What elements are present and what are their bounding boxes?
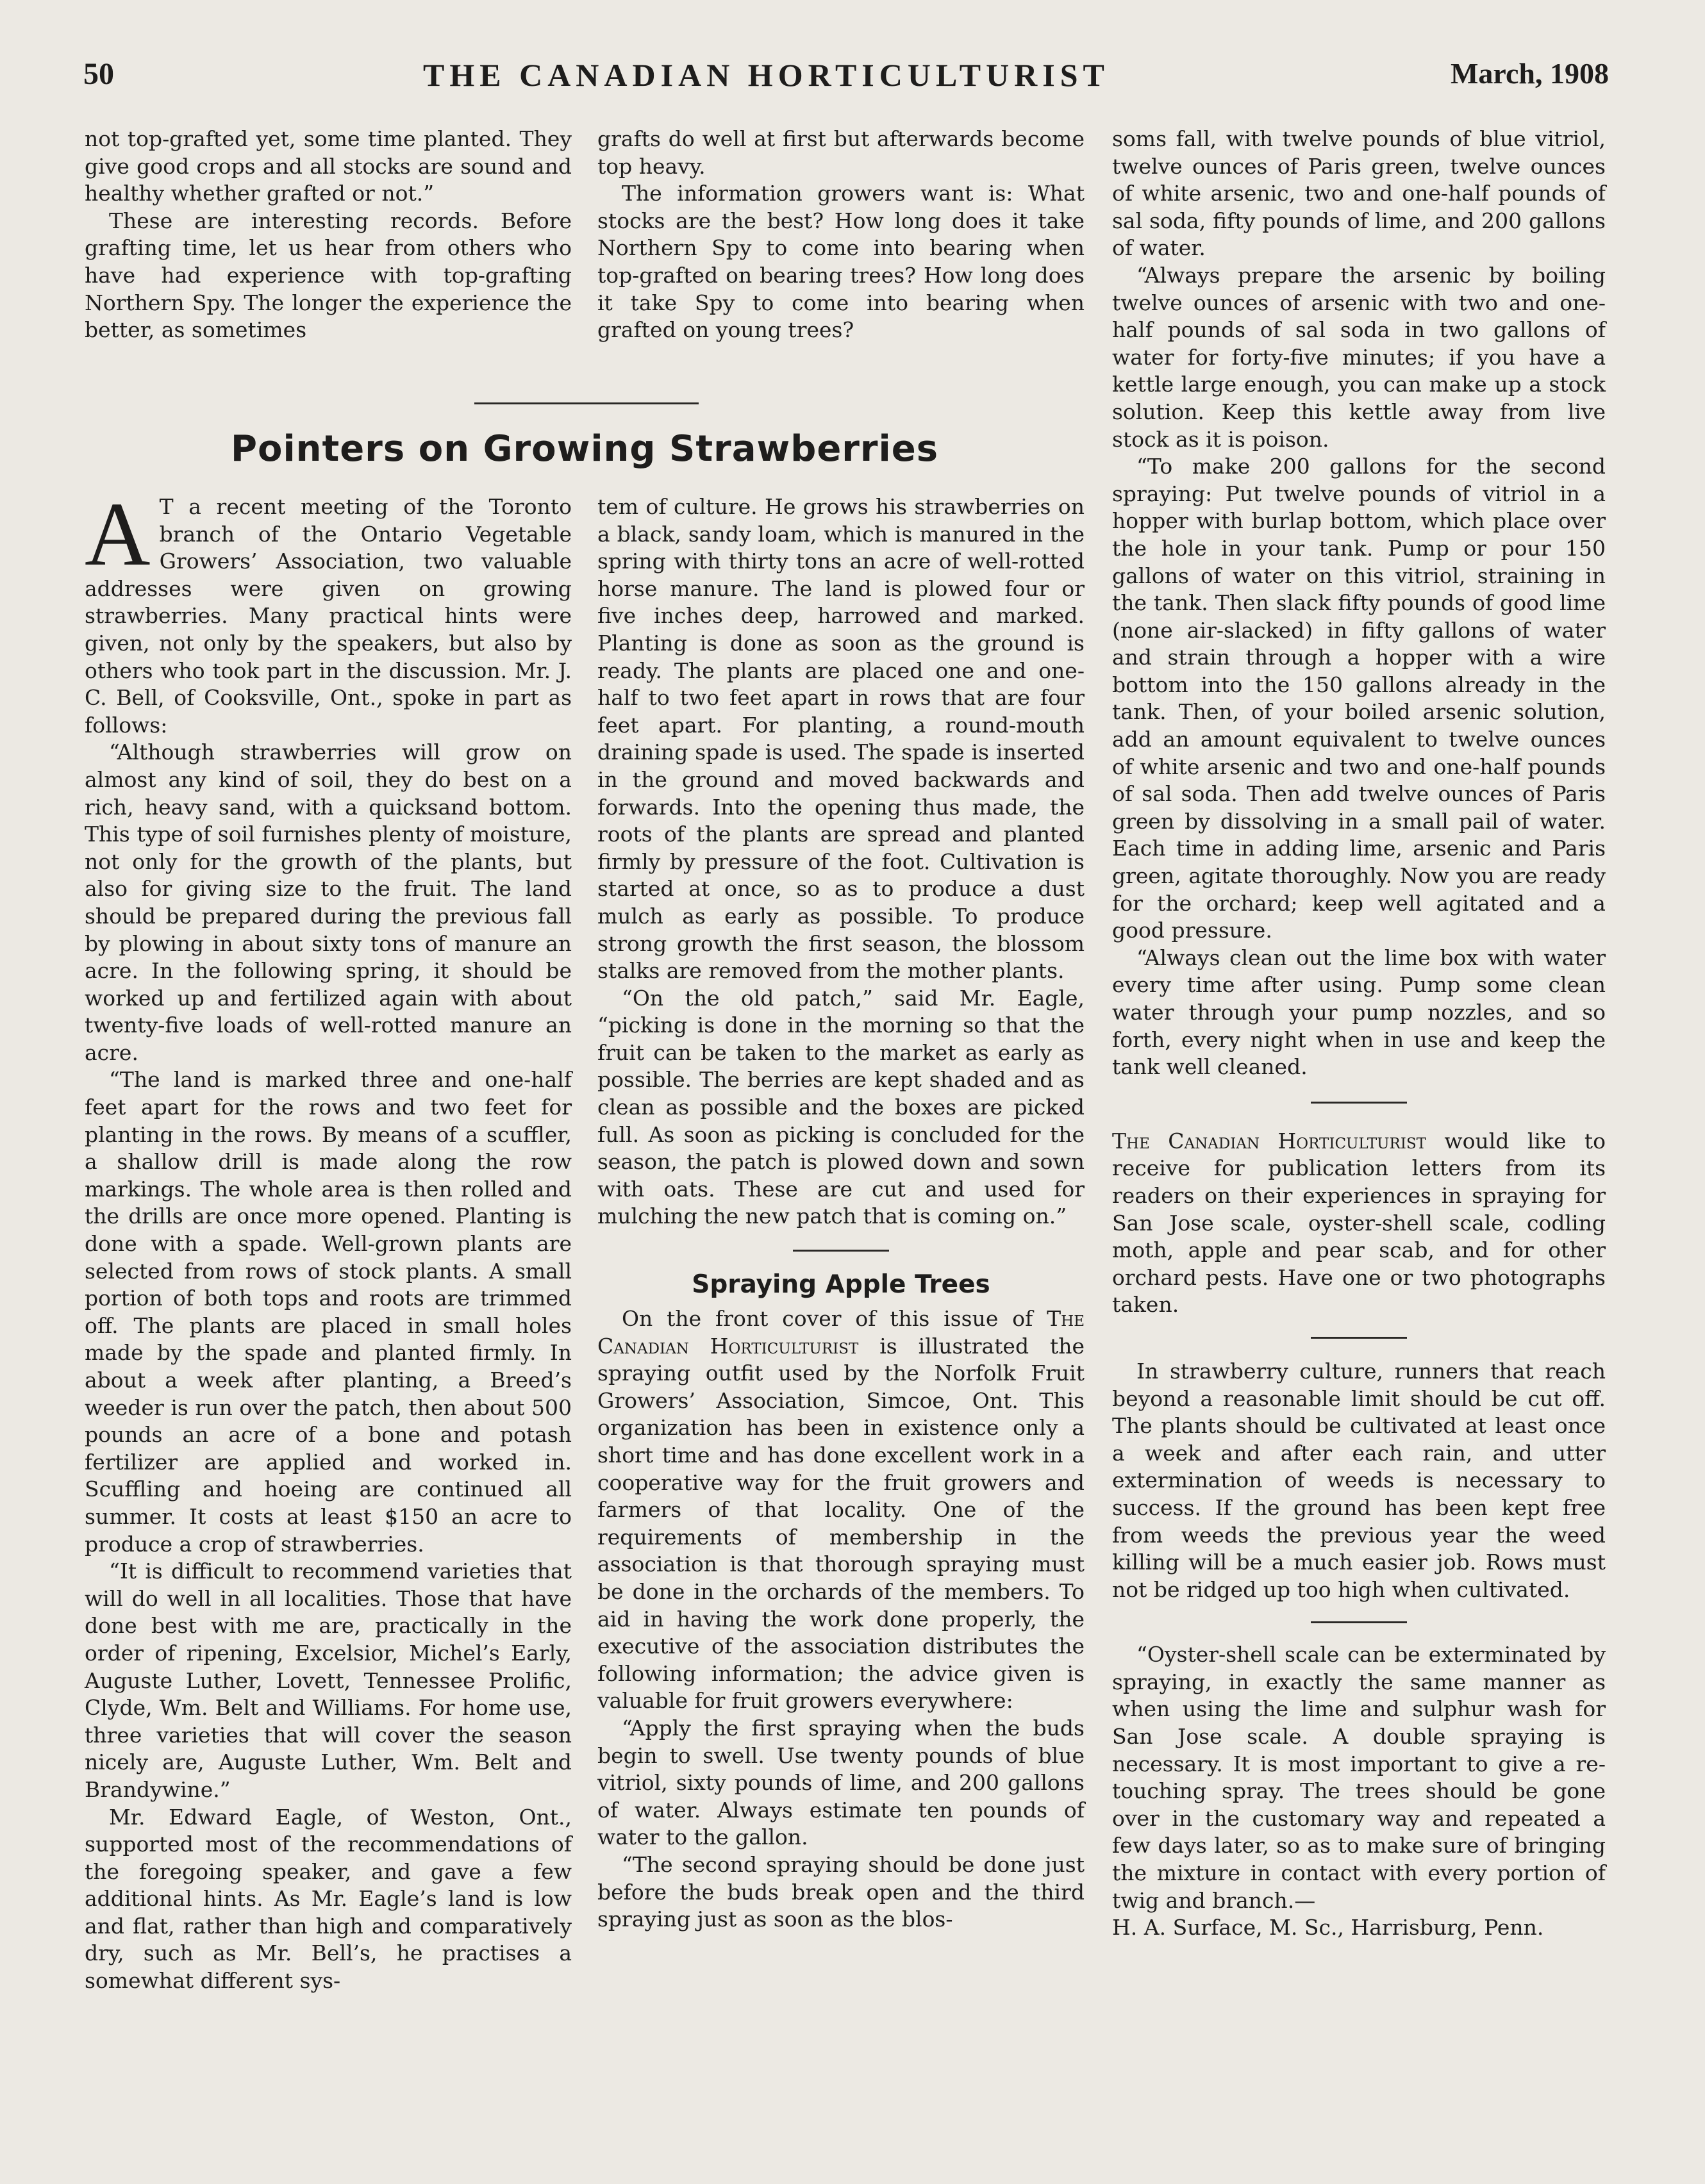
notice-paragraph: The Canadian Horticulturist would like to receive for publication letters from its readers on their experiences in spraying for San Jose scale, oyster-shell scale, codling moth, apple and pear scab, and for other orchard pests. Have one or two photographs taken. [1112, 1128, 1606, 1318]
paragraph: “It is difficult to recommend varieties that will do well in all localities. Those that have done best with me are, practically in the order of ripening, Excelsior, Michel’s Early, Auguste Luther, Lovett, Tennessee Prolific, Clyde, Wm. Belt and Williams. For home use, three varieties that will cover the season nicely are, Auguste Luther, Wm. Belt and Brandywine.” [85, 1559, 572, 1802]
page-number: 50 [83, 57, 114, 91]
paragraph: “Apply the first spraying when the buds begin to swell. Use twenty pounds of blue vitriol, sixty pounds of lime, and 200 gallons of water. Always estimate ten pounds of water to the gallon. [597, 1715, 1085, 1850]
top-article-col1 [85, 126, 572, 344]
article-title: Pointers on Growing Strawberries [230, 428, 939, 470]
section-divider [474, 402, 699, 404]
signature: H. A. Surface, M. Sc., Harrisburg, Penn. [1112, 1915, 1544, 1940]
page-header [83, 56, 1609, 101]
paragraph: “The second spraying should be done just before the buds break open and the third spraying just as soon as the blos- [597, 1851, 1085, 1932]
paragraph: not top-grafted yet, some time planted. They give good crops and all stocks are sound and healthy whether grafted or not.” [85, 126, 572, 206]
spraying-col3 [1112, 126, 1606, 1942]
paragraph: soms fall, with twelve pounds of blue vitriol, twelve ounces of Paris green, twelve ounces of white arsenic, two and one-half pounds of sal soda, fifty pounds of lime, and 200 gallons of water. [1112, 126, 1606, 261]
paragraph-lead: A T a recent meeting of the Toronto branch of the Ontario Vegetable Growers’ Association, two valuable addresses were given on growing strawberries. Many practical hints were given, not only by the speakers, but also by others who took part in the discussion. Mr. J. C. Bell, of Cooksville, Ont., spoke in part as follows: [85, 483, 572, 738]
runners-paragraph: In strawberry culture, runners that reach beyond a reasonable limit should be cut off. The plants should be cultivated at least once a week and after each rain, and utter extermination of weeds is necessary to success. If the ground has been kept free from weeds the previous year the weed killing will be a much easier job. Rows must not be ridged up too high when cultivated. [1112, 1358, 1606, 1602]
paragraph: “Always prepare the arsenic by boiling twelve ounces of arsenic with two and one-half pounds of sal soda in two gallons of water for forty-five minutes; if you have a kettle large enough, you can make up a stock solution. Keep this kettle away from live stock as it is poison. [1112, 262, 1606, 452]
spraying-title: Spraying Apple Trees [692, 1270, 990, 1300]
oyster-paragraph: “Oyster-shell scale can be exterminated by spraying, in exactly the same manner as when using the lime and sulphur wash for San Jose scale. A double spraying is necessary. It is most important to give a re-touching spray. The trees should be gone over in the customary way and repeated a few days later, so as to make sure of bringing the mixture in contact with every portion of twig and branch.— [1112, 1642, 1606, 1913]
paragraph: “On the old patch,” said Mr. Eagle, “picking is done in the morning so that the fruit can be taken to the market as early as possible. The berries are kept shaded and as clean as possible and the boxes are picked full. As soon as picking is concluded for the season, the patch is plowed down and sown with oats. These are cut and used for mulching the new patch that is coming on.” [597, 985, 1085, 1229]
top-article-col2 [597, 126, 1085, 344]
paragraph: grafts do well at first but afterwards become top heavy. [597, 126, 1085, 179]
masthead: THE CANADIAN HORTICULTURIST [423, 57, 1110, 93]
paragraph: “Always clean out the lime box with water every time after using. Pump some clean water through your pump nozzles, and so forth, every night when in use and keep the tank well cleaned. [1112, 945, 1606, 1080]
paragraph: On the front cover of this issue of The Canadian Horticulturist is illustrated the spraying outfit used by the Norfolk Fruit Growers’ Association, Simcoe, Ont. This organization has been in existence only a short time and has done excellent work in a cooperative way for the fruit growers and farmers of that locality. One of the requirements of membership in the association is that thorough spraying must be done in the orchards of the members. To aid in having the work done properly, the executive of the association distributes the following information; the advice given is valuable for fruit growers everywhere: [597, 1306, 1085, 1714]
strawberries-col2 [597, 493, 1085, 1933]
paragraph: tem of culture. He grows his strawberries on a black, sandy loam, which is manured in the spring with thirty tons an acre of well-rotted horse manure. The land is plowed four or five inches deep, harrowed and marked. Planting is done as soon as the ground is ready. The plants are placed one and one-half to two feet apart in rows that are four feet apart. For planting, a round-mouth draining spade is used. The spade is inserted in the ground and moved backwards and forwards. Into the opening thus made, the roots of the plants are spread and planted firmly by pressure of the foot. Cultivation is started at once, so as to produce a dust mulch as early as possible. To produce strong growth the first season, the blossom stalks are removed from the mother plants. [597, 494, 1085, 984]
drop-cap: A [85, 483, 151, 584]
issue-date: March, 1908 [1450, 57, 1609, 90]
paragraph: These are interesting records. Before grafting time, let us hear from others who have had experience with top-grafting Northern Spy. The longer the experience the better, as sometimes [85, 208, 572, 343]
paragraph: “Although strawberries will grow on almost any kind of soil, they do best on a rich, heavy sand, with a quicksand bottom. This type of soil furnishes plenty of moisture, not only for the growth of the plants, but also for giving size to the fruit. The land should be prepared during the previous fall by plowing in about sixty tons of manure an acre. In the following spring, it should be worked up and fertilized again with about twenty-five loads of well-rotted manure an acre. [85, 740, 572, 1065]
paragraph: The information growers want is: What stocks are the best? How long does it take Northern Spy to come into bearing when top-grafted on bearing trees? How long does it take Spy to come into bearing when grafted on young trees? [597, 181, 1085, 343]
paragraph: “To make 200 gallons for the second spraying: Put twelve pounds of vitriol in a hopper with burlap bottom, which place over the hole in your tank. Pump or pour 150 gallons of water on this vitriol, straining in the tank. Then slack fifty pounds of good lime (none air-slacked) in fifty gallons of water and strain through a hopper with a wire bottom into the 150 gallons already in the tank. Then, of your boiled arsenic solution, add an amount equivalent to twelve ounces of white arsenic and two and one-half pounds of sal soda. Then add twelve ounces of Paris green by dissolving in a small pail of water. Each time in adding lime, arsenic and Paris green, agitate thoroughly. Now you are ready for the orchard; keep well agitated and a good pressure. [1112, 454, 1606, 943]
paragraph: “The land is marked three and one-half feet apart for the rows and two feet for planting in the rows. By means of a scuffler, a shallow drill is made along the row markings. The whole area is then rolled and the drills are once more opened. Planting is done with a spade. Well-grown plants are selected from rows of stock plants. A small portion of both tops and roots are trimmed off. The plants are placed in small holes made by the spade and planted firmly. In about a week after planting, a Breed’s weeder is run over the patch, then about 500 pounds an acre of a bone and potash fertilizer are applied and worked in. Scuffling and hoeing are continued all summer. It costs at least $150 an acre to produce a crop of strawberries. [85, 1067, 572, 1557]
strawberries-col1 [85, 483, 572, 1995]
paragraph: Mr. Edward Eagle, of Weston, Ont., supported most of the recommendations of the foregoing speaker, and gave a few additional hints. As Mr. Eagle’s land is low and flat, rather than high and comparatively dry, such as Mr. Bell’s, he practises a somewhat different sys- [85, 1804, 572, 1994]
